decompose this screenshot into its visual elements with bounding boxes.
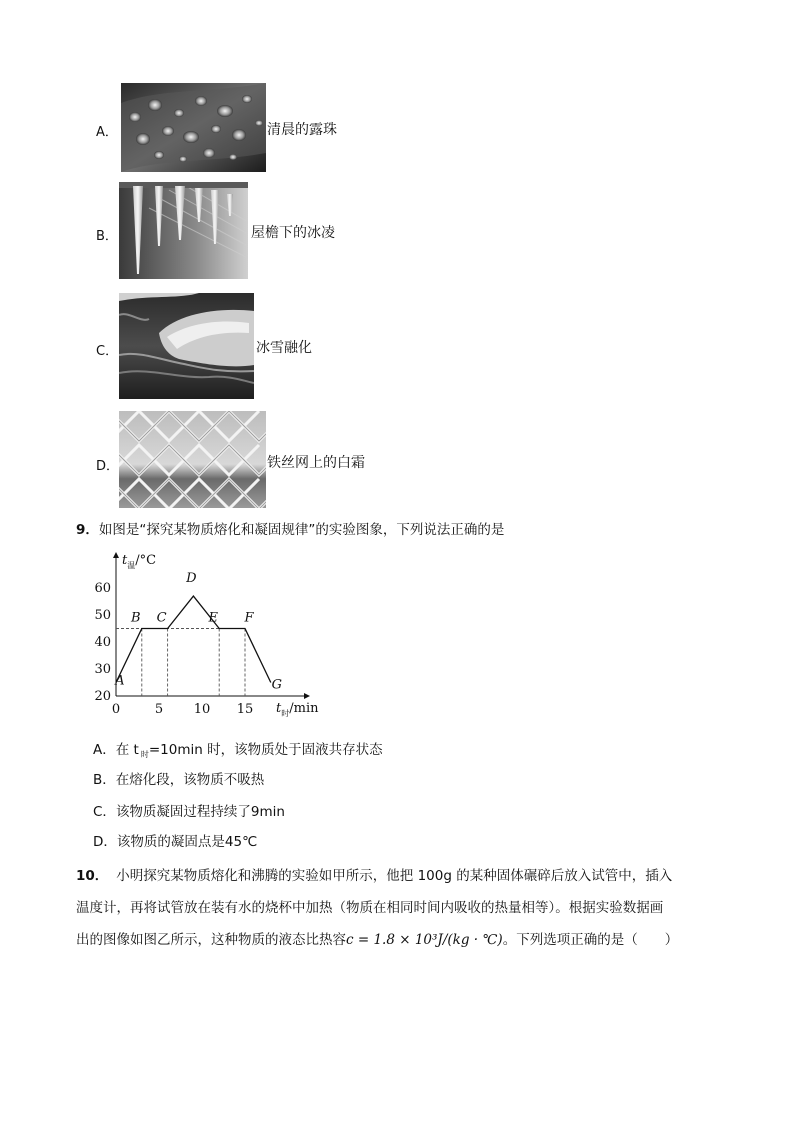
melting-snow-photo [119, 293, 254, 399]
y-tick-label: 40 [94, 635, 111, 650]
question-number: 10． [76, 868, 109, 884]
x-tick-label: 0 [111, 702, 121, 717]
option-letter: C． [96, 344, 119, 359]
x-tick-label: 10 [193, 702, 211, 717]
x-axis-label: $t_时/\min$ [276, 701, 319, 718]
question-text: 小明探究某物质熔化和沸腾的实验如甲所示，他把 100g 的某种固体碾碎后放入试管中，插入 [116, 868, 673, 884]
point-label-f: F [244, 610, 254, 626]
option-letter: B． [93, 772, 116, 788]
option-letter: B． [96, 229, 118, 244]
option-letter: A． [96, 125, 118, 140]
question-9-option-a [93, 738, 383, 758]
option-letter: D． [93, 834, 117, 850]
option-letter: C． [93, 804, 116, 820]
x-axis-arrow [304, 693, 310, 699]
question-text: 出的图像如图乙所示，这种物质的液态比热容 [76, 932, 346, 948]
option-caption: 冰雪融化 [256, 340, 312, 356]
question-10-line-1 [76, 864, 672, 884]
y-tick-label: 30 [94, 662, 111, 677]
option-text: 该物质的凝固点是45℃ [116, 834, 258, 850]
y-axis-label: $t_温/^\circ C$ [122, 553, 157, 570]
question-9-option-c [93, 800, 285, 820]
question-9-option-b [93, 768, 264, 788]
point-label-c: C [156, 610, 167, 626]
specific-heat-formula: c = 1.8 × 10³J/(kg · ℃) [346, 932, 503, 948]
option-caption: 铁丝网上的白霜 [267, 455, 365, 471]
x-tick-label: 15 [236, 702, 254, 717]
option-text: 该物质凝固过程持续了9min [115, 804, 285, 820]
option-subscript: 时 [140, 750, 149, 759]
point-label-g: G [271, 677, 282, 693]
option-letter: D． [96, 459, 120, 474]
option-text: 在 t [115, 742, 139, 758]
point-label-b: B [131, 610, 141, 626]
x-tick-label: 5 [154, 702, 164, 717]
question-number: 9． [76, 522, 99, 538]
y-tick-label: 20 [94, 689, 111, 704]
frost-fence-photo [119, 411, 266, 508]
dew-drops-photo [121, 83, 266, 172]
y-axis-arrow [113, 552, 119, 558]
question-10-line-3 [76, 928, 678, 948]
question-10-line-2: 温度计，再将试管放在装有水的烧杯中加热（物质在相同时间内吸收的热量相等）。根据实验数据画 [76, 900, 664, 916]
y-tick-label: 60 [94, 581, 111, 596]
melting-curve-chart [90, 544, 340, 724]
y-tick-label: 50 [94, 608, 111, 623]
option-text: =10min 时，该物质处于固液共存状态 [148, 742, 383, 758]
option-letter: A． [93, 742, 116, 758]
question-text: 。下列选项正确的是（ ） [502, 932, 679, 948]
point-label-a: A [115, 673, 125, 689]
point-label-e: E [208, 610, 218, 626]
option-text: 在熔化段，该物质不吸热 [115, 772, 265, 788]
question-text: 如图是“探究某物质熔化和凝固规律”的实验图象，下列说法正确的是 [98, 522, 505, 538]
question-9-stem [76, 518, 504, 538]
question-9-option-d [93, 830, 257, 850]
option-caption: 清晨的露珠 [267, 122, 337, 138]
option-caption: 屋檐下的冰凌 [251, 225, 335, 241]
icicles-photo [119, 182, 248, 279]
temperature-curve [116, 596, 271, 682]
point-label-d: D [186, 571, 197, 587]
